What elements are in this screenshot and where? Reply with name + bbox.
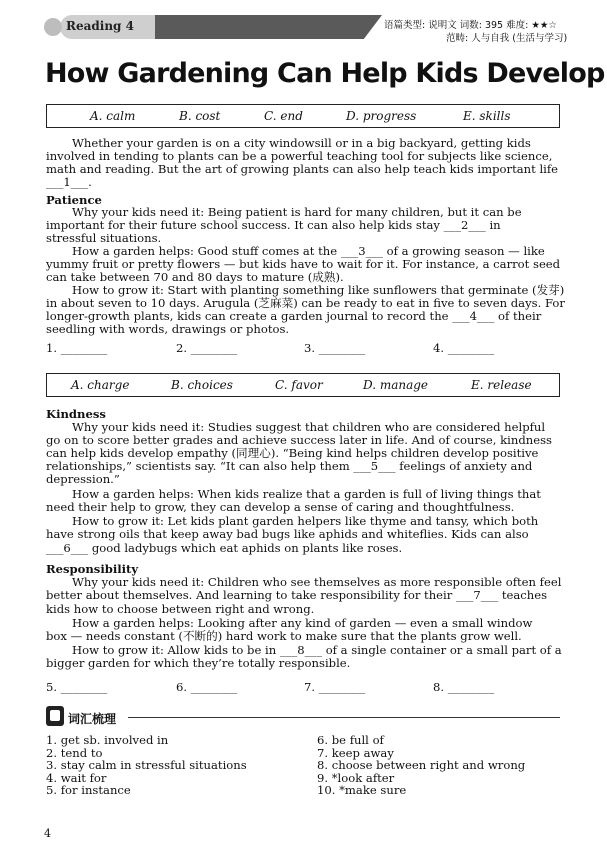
- word-option: C. end: [264, 109, 303, 123]
- paragraph-line: go on to score better grades and achieve success later in life. And of course, kindness: [46, 433, 552, 447]
- paragraph-line: better about themselves. And learning to take responsibility for their ___7___ teaches: [46, 588, 548, 602]
- intro-line: involved in tending to plants can be a powerful teaching tool for subjects like science,: [46, 149, 553, 163]
- paragraph-line: Why your kids need it: Being patient is hard for many children, but it can be: [72, 205, 522, 219]
- paragraph-line: depression.”: [46, 472, 120, 486]
- page-title: How Gardening Can Help Kids Develop: [45, 58, 605, 89]
- vocab-item: 8. choose between right and wrong: [317, 758, 526, 772]
- word-option: B. cost: [179, 109, 221, 123]
- section-heading-patience: Patience: [46, 193, 102, 207]
- word-option: E. release: [471, 378, 532, 392]
- paragraph-line: bigger garden for which they’re totally responsible.: [46, 656, 351, 670]
- text-meta: 语篇类型: 说明文 词数: 395 难度: ★★☆: [384, 20, 557, 31]
- word-option: B. choices: [171, 378, 233, 392]
- word-option: C. favor: [275, 378, 323, 392]
- paragraph-line: longer-growth plants, kids can create a garden journal to record the ___4___ of their: [46, 309, 542, 323]
- paragraph-line: need their help to grow, they can develop a sense of caring and thoughtfulness.: [46, 500, 515, 514]
- paragraph-line: have strong oils that keep away bad bugs like aphids and whiteflies. Kids can also: [46, 527, 529, 541]
- paragraph-line: box — needs constant (不断的) hard work to make sure that the plants grow well.: [46, 629, 522, 643]
- paragraph-line: How a garden helps: Good stuff comes at the ___3___ of a growing season — like: [72, 244, 545, 258]
- word-option: E. skills: [463, 109, 511, 123]
- word-option: D. progress: [346, 109, 417, 123]
- vocab-item: 6. be full of: [317, 733, 384, 747]
- vocab-item: 2. tend to: [46, 746, 103, 760]
- section-heading-responsibility: Responsibility: [46, 562, 139, 576]
- paragraph-line: kids how to choose between right and wrong.: [46, 602, 315, 616]
- answer-blank[interactable]: 2. ________: [176, 341, 238, 355]
- paragraph-line: relationships,” scientists say. “It can also help them ___5___ feelings of anxiety and: [46, 459, 533, 473]
- intro-line: Whether your garden is on a city windowsill or in a big backyard, getting kids: [72, 136, 531, 150]
- paragraph-line: stressful situations.: [46, 231, 162, 245]
- answer-blank[interactable]: 3. ________: [304, 341, 366, 355]
- paragraph-line: How to grow it: Start with planting something like sunflowers that germinate (发芽): [72, 283, 565, 297]
- answer-blank[interactable]: 4. ________: [433, 341, 495, 355]
- paragraph-line: yummy fruit or pretty flowers — but kids have to wait for it. For instance, a carrot seed: [46, 257, 561, 271]
- vocab-item: 1. get sb. involved in: [46, 733, 169, 747]
- paragraph-line: can help kids develop empathy (同理心). “Being kind helps children develop positive: [46, 446, 539, 460]
- paragraph-line: Why your kids need it: Studies suggest that children who are considered helpful: [72, 420, 546, 434]
- topic-meta: 范畴: 人与自我 (生活与学习): [446, 33, 568, 44]
- vocabulary-heading: 词汇梳理: [68, 712, 117, 726]
- paragraph-line: in about seven to 10 days. Arugula (芝麻菜) can be ready to eat in five to seven days. For: [46, 296, 565, 310]
- vocabulary-divider: [128, 717, 560, 718]
- paragraph-line: How a garden helps: When kids realize that a garden is full of living things that: [72, 487, 541, 501]
- intro-line: ___1___.: [46, 175, 92, 189]
- vocab-item: 3. stay calm in stressful situations: [46, 758, 247, 772]
- vocab-item: 9. *look after: [317, 771, 395, 785]
- answer-blank[interactable]: 5. ________: [46, 680, 108, 694]
- paragraph-line: How a garden helps: Looking after any kind of garden — even a small window: [72, 616, 533, 630]
- vocab-item: 5. for instance: [46, 783, 131, 797]
- reading-tab-bar: [155, 15, 382, 39]
- vocab-item: 4. wait for: [46, 771, 107, 785]
- paragraph-line: ___6___ good ladybugs which eat aphids on plants like roses.: [46, 541, 403, 555]
- intro-line: math and reading. But the art of growing plants can also help teach kids important life: [46, 162, 559, 176]
- answer-blank[interactable]: 1. ________: [46, 341, 108, 355]
- paragraph-line: How to grow it: Let kids plant garden helpers like thyme and tansy, which both: [72, 514, 539, 528]
- answer-blank[interactable]: 8. ________: [433, 680, 495, 694]
- vocabulary-book-icon-inner: [50, 710, 60, 721]
- paragraph-line: How to grow it: Allow kids to be in ___8___ of a single container or a small part of a: [72, 643, 562, 657]
- answer-blank[interactable]: 7. ________: [304, 680, 366, 694]
- paragraph-line: important for their future school success. It can also help kids stay ___2___ in: [46, 218, 501, 232]
- word-option: A. calm: [90, 109, 136, 123]
- paragraph-line: can take between 70 and 80 days to mature (成熟).: [46, 270, 344, 284]
- vocab-item: 7. keep away: [317, 746, 394, 760]
- word-option: D. manage: [363, 378, 429, 392]
- answer-blank[interactable]: 6. ________: [176, 680, 238, 694]
- section-heading-kindness: Kindness: [46, 407, 106, 421]
- page-number: 4: [44, 827, 51, 840]
- paragraph-line: Why your kids need it: Children who see themselves as more responsible often feel: [72, 575, 562, 589]
- paragraph-line: seedling with words, drawings or photos.: [46, 322, 290, 336]
- word-option: A. charge: [71, 378, 130, 392]
- tab-circle-icon: [44, 18, 62, 36]
- reading-label: Reading 4: [66, 19, 134, 33]
- vocab-item: 10. *make sure: [317, 783, 407, 797]
